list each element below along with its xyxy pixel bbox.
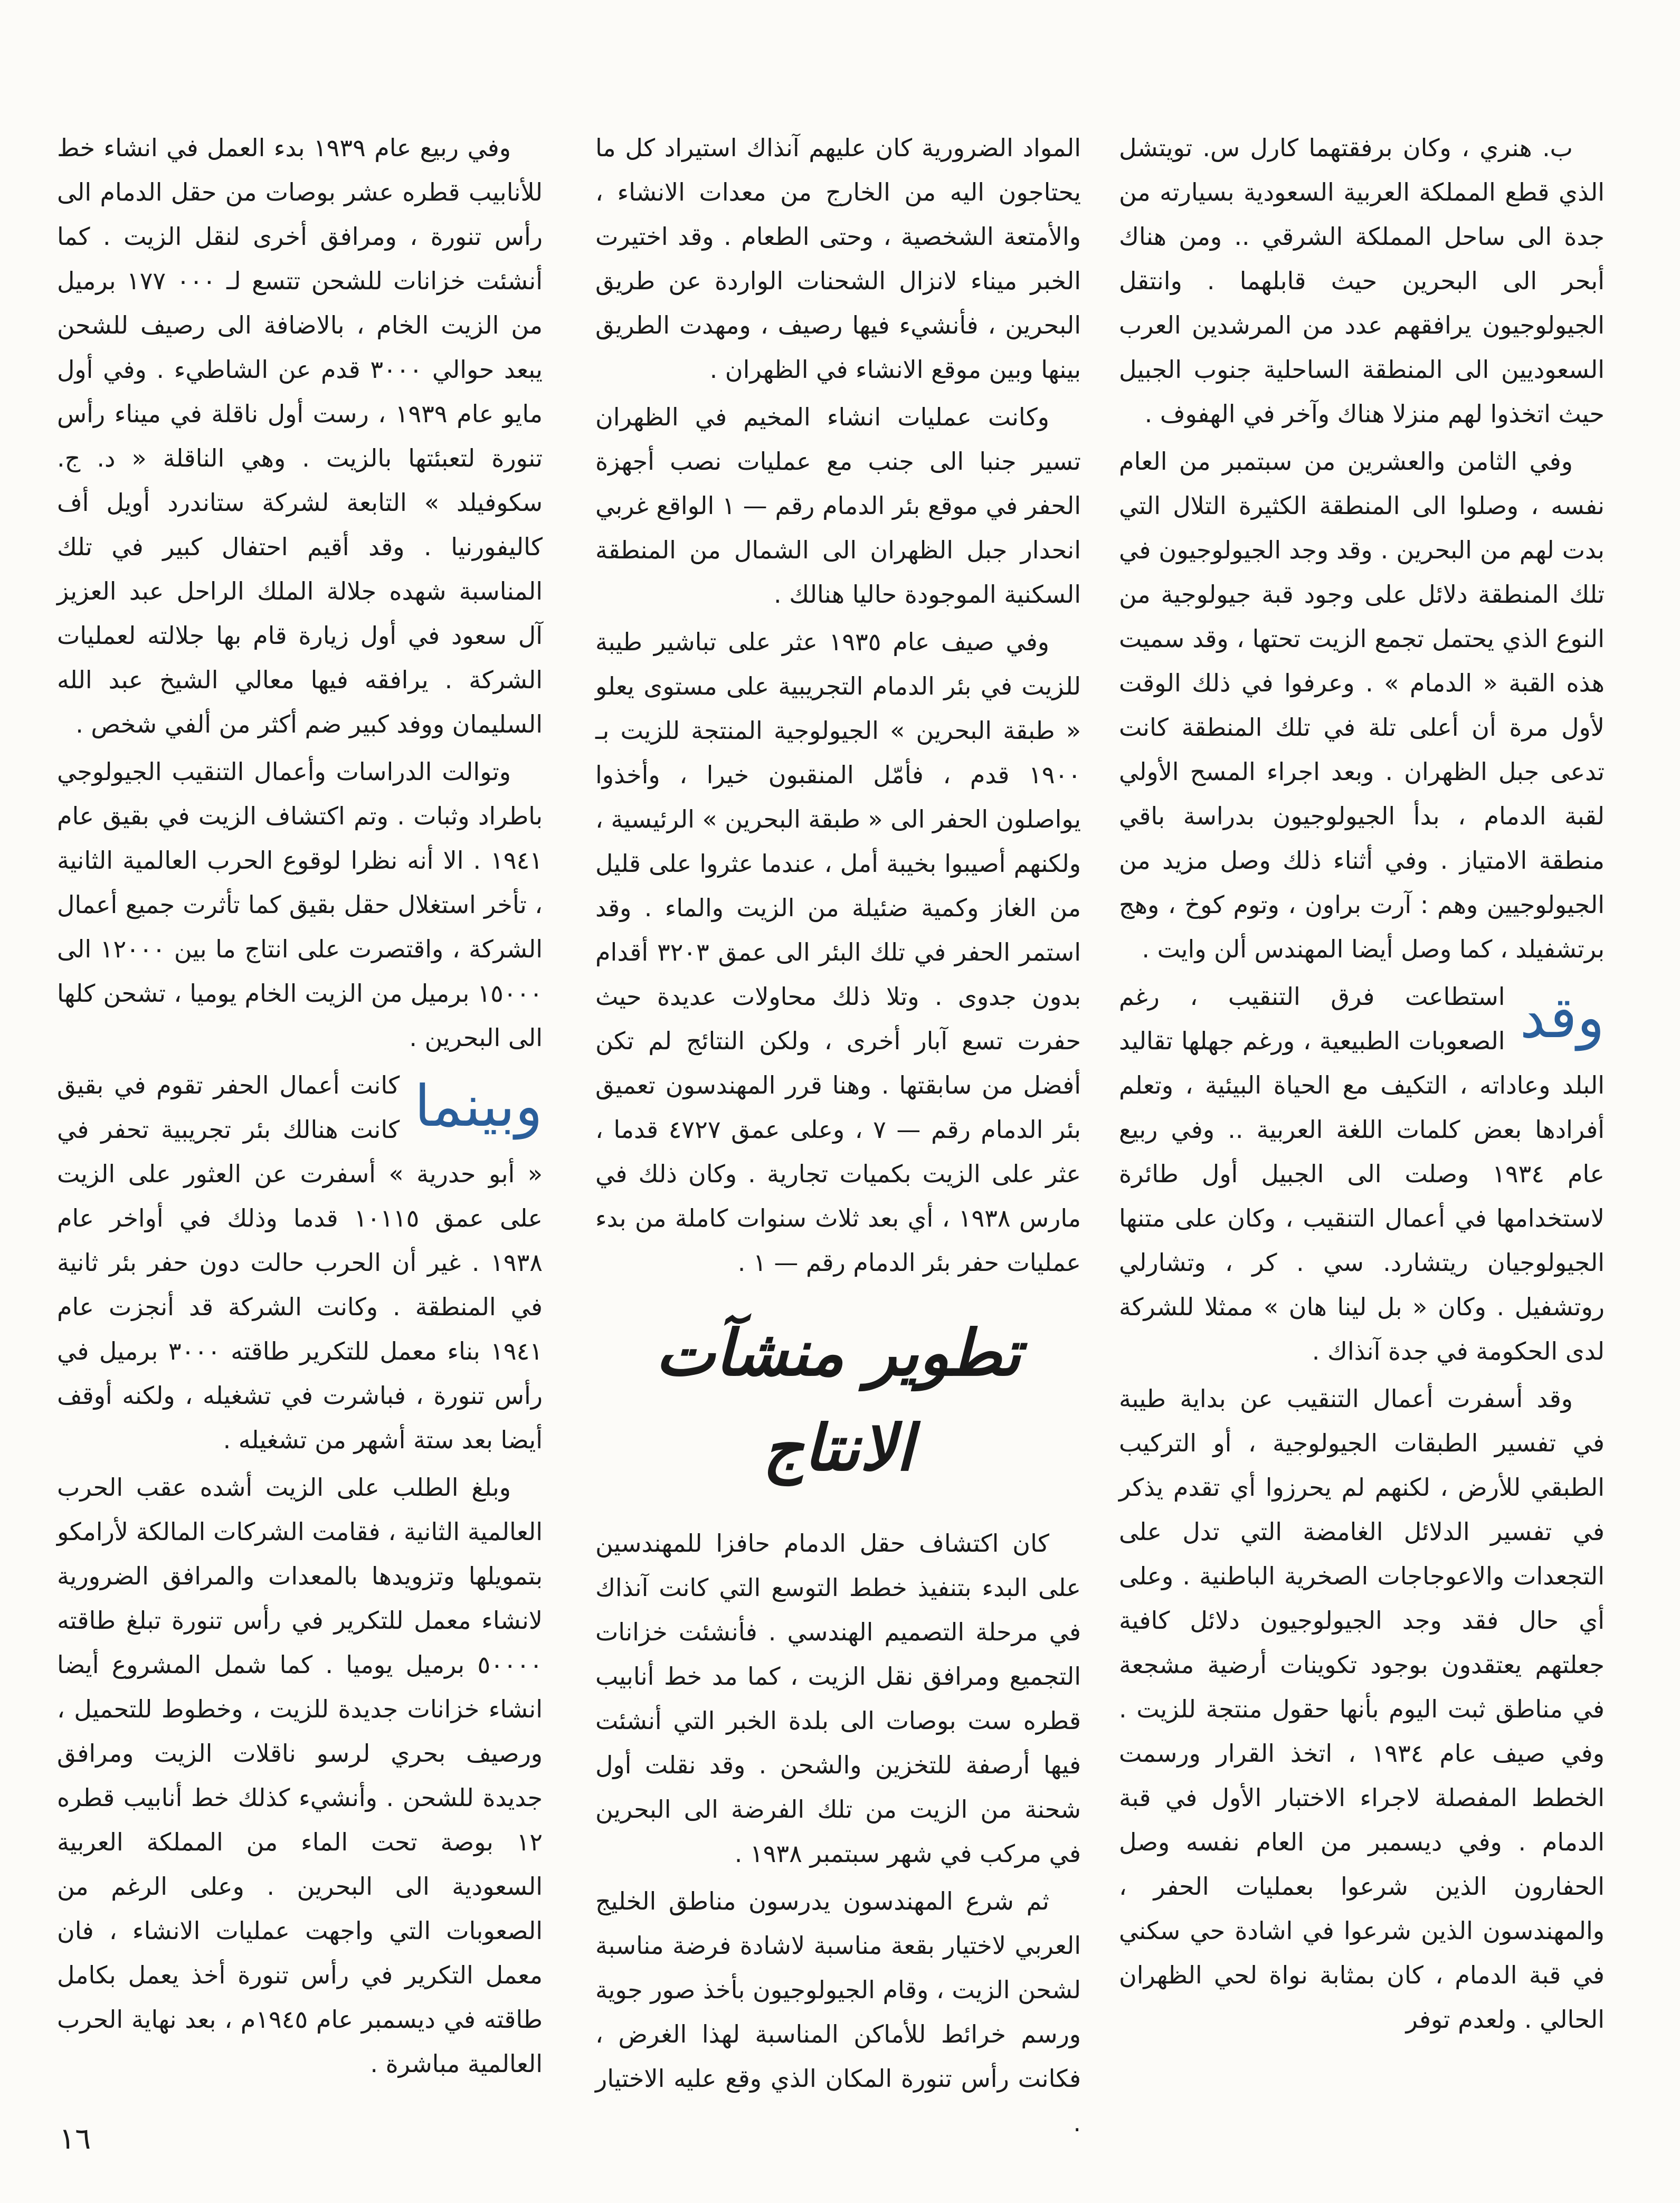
- paragraph: وفي الثامن والعشرين من سبتمبر من العام نفسه ، وصلوا الى المنطقة الكثيرة التلال التي بدت لهم من البحرين . وقد وجد الجيولوجيون في تلك المنطقة دلائل على وجود قبة جيولوجية من النوع الذي يحتمل تجمع الزيت تحتها ، وقد سميت هذه القبة « الدمام » . وعرفوا في ذلك الوقت لأول مرة أن أعلى تلة في تلك المنطقة كانت تدعى جبل الظهران . وبعد اجراء المسح الأولي لقبة الدمام ، بدأ الجيولوجيون بدراسة باقي منطقة الامتياز . وفي أثناء ذلك وصل مزيد من الجيولوجيين وهم : آرت براون ، وتوم كوخ ، وهج برتشفيلد ، كما وصل أيضا المهندس ألن وايت .: [1119, 447, 1605, 963]
- right-column: [1119, 126, 1605, 2041]
- middle-column: [595, 126, 1081, 2145]
- paragraph: وفي صيف عام ١٩٣٥ عثر على تباشير طيبة للزيت في بئر الدمام التجريبية على مستوى يعلو « طبقة البحرين » الجيولوجية المنتجة للزيت بـ ١٩٠٠ قدم ، فأمّل المنقبون خيرا ، وأخذوا يواصلون الحفر الى « طبقة البحرين » الرئيسية ، ولكنهم أصيبوا بخيبة أمل ، عندما عثروا على قليل من الغاز وكمية ضئيلة من الزيت والماء . وقد استمر الحفر في تلك البئر الى عمق ٣٢٠٣ أقدام بدون جدوى . وتلا ذلك محاولات عديدة حيث حفرت تسع آبار أخرى ، ولكن النتائج لم تكن أفضل من سابقتها . وهنا قرر المهندسون تعميق بئر الدمام رقم — ٧ ، وعلى عمق ٤٧٢٧ قدما ، عثر على الزيت بكميات تجارية . وكان ذلك في مارس ١٩٣٨ ، أي بعد ثلاث سنوات كاملة من بدء عمليات حفر بئر الدمام رقم — ١ .: [595, 628, 1081, 1277]
- left-column: [57, 126, 543, 2086]
- dropcap-paragraph: [1119, 974, 1605, 1373]
- paragraph: ب. هنري ، وكان برفقتهما كارل س. تويتشل الذي قطع المملكة العربية السعودية بسيارته من جدة الى ساحل المملكة الشرقي .. ومن هناك أبحر الى البحرين حيث قابلهما . وانتقل الجيولوجيون يرافقهم عدد من المرشدين العرب السعوديين الى المنطقة الساحلية جنوب الجبيل حيث اتخذوا لهم منزلا هناك وآخر في الهفوف .: [1119, 134, 1605, 428]
- dropcap-paragraph: [57, 1063, 543, 1462]
- paragraph: استطاعت فرق التنقيب ، رغم الصعوبات الطبيعية ، ورغم جهلها تقاليد البلد وعاداته ، التكيف مع الحياة البيئية ، وتعلم أفرادها بعض كلمات اللغة العربية .. وفي ربيع عام ١٩٣٤ وصلت الى الجبيل أول طائرة لاستخدامها في أعمال التنقيب ، وكان على متنها الجيولوجيان ريتشارد. سي . كر ، وتشارلي روتشفيل . وكان « بل لينا هان » ممثلا للشركة لدى الحكومة في جدة آنذاك .: [1119, 982, 1605, 1365]
- page-number: ١٦: [59, 2122, 91, 2156]
- paragraph: وتوالت الدراسات وأعمال التنقيب الجيولوجي باطراد وثبات . وتم اكتشاف الزيت في بقيق عام ١٩٤١ . الا أنه نظرا لوقوع الحرب العالمية الثانية ، تأخر استغلال حقل بقيق كما تأثرت جميع أعمال الشركة ، واقتصرت على انتاج ما بين ١٢٠٠٠ الى ١٥٠٠٠ برميل من الزيت الخام يوميا ، تشحن كلها الى البحرين .: [57, 757, 543, 1052]
- paragraph: وبلغ الطلب على الزيت أشده عقب الحرب العالمية الثانية ، فقامت الشركات المالكة لأرامكو بتمويلها وتزويدها بالمعدات والمرافق الضرورية لانشاء معمل للتكرير في رأس تنورة تبلغ طاقته ٥٠٠٠٠ برميل يوميا . كما شمل المشروع أيضا انشاء خزانات جديدة للزيت ، وخطوط للتحميل ، ورصيف بحري لرسو ناقلات الزيت ومرافق جديدة للشحن . وأنشيء كذلك خط أنابيب قطره ١٢ بوصة تحت الماء من المملكة العربية السعودية الى البحرين . وعلى الرغم من الصعوبات التي واجهت عمليات الانشاء ، فان معمل التكرير في رأس تنورة أخذ يعمل بكامل طاقته في ديسمبر عام ١٩٤٥م ، بعد نهاية الحرب العالمية مباشرة .: [57, 1473, 543, 2078]
- dropcap-word: وقد: [1520, 985, 1605, 1051]
- paragraph: وقد أسفرت أعمال التنقيب عن بداية طيبة في تفسير الطبقات الجيولوجية ، أو التركيب الطبقي للأرض ، لكنهم لم يحرزوا أي تقدم يذكر في تفسير الدلائل الغامضة التي تدل على التجعدات والاعوجاجات الصخرية الباطنية . وعلى أي حال فقد وجد الجيولوجيون دلائل كافية جعلتهم يعتقدون بوجود تكوينات أرضية مشجعة في مناطق ثبت اليوم بأنها حقول منتجة للزيت . وفي صيف عام ١٩٣٤ ، اتخذ القرار ورسمت الخطط المفصلة لاجراء الاختبار الأول في قبة الدمام . وفي ديسمبر من العام نفسه وصل الحفارون الذين شرعوا بعمليات الحفر ، والمهندسون الذين شرعوا في اشادة حي سكني في قبة الدمام ، كان بمثابة نواة لحي الظهران الحالي . ولعدم توفر: [1119, 1384, 1605, 2034]
- dropcap-word: وبينما: [414, 1074, 543, 1140]
- paragraph: ثم شرع المهندسون يدرسون مناطق الخليج العربي لاختيار بقعة مناسبة لاشادة فرضة مناسبة لشحن الزيت ، وقام الجيولوجيون بأخذ صور جوية ورسم خرائط للأماكن المناسبة لهذا الغرض ، فكانت رأس تنورة المكان الذي وقع عليه الاختيار .: [595, 1887, 1081, 2137]
- paragraph: وفي ربيع عام ١٩٣٩ بدء العمل في انشاء خط للأنابيب قطره عشر بوصات من حقل الدمام الى رأس تنورة ، ومرافق أخرى لنقل الزيت . كما أنشئت خزانات للشحن تتسع لـ ٠٠٠ ١٧٧ برميل من الزيت الخام ، بالاضافة الى رصيف للشحن يبعد حوالي ٣٠٠٠ قدم عن الشاطيء . وفي أول مايو عام ١٩٣٩ ، رست أول ناقلة في ميناء رأس تنورة لتعبئتها بالزيت . وهي الناقلة « د. ج. سكوفيلد » التابعة لشركة ستاندرد أويل أف كاليفورنيا . وقد أقيم احتفال كبير في تلك المناسبة شهده جلالة الملك الراحل عبد العزيز آل سعود في أول زيارة قام بها جلالته لعمليات الشركة . يرافقه فيها معالي الشيخ عبد الله السليمان ووفد كبير ضم أكثر من ألفي شخص .: [57, 134, 543, 738]
- paragraph: كانت أعمال الحفر تقوم في بقيق كانت هنالك بئر تجريبية تحفر في « أبو حدرية » أسفرت عن العثور على الزيت على عمق ١٠١١٥ قدما وذلك في أواخر عام ١٩٣٨ . غير أن الحرب حالت دون حفر بئر ثانية في المنطقة . وكانت الشركة قد أنجزت عام ١٩٤١ بناء معمل للتكرير طاقته ٣٠٠٠ برميل في رأس تنورة ، فباشرت في تشغيله ، ولكنه أوقف أيضا بعد ستة أشهر من تشغيله .: [57, 1071, 543, 1454]
- paragraph: وكانت عمليات انشاء المخيم في الظهران تسير جنبا الى جنب مع عمليات نصب أجهزة الحفر في موقع بئر الدمام رقم — ١ الواقع غربي انحدار جبل الظهران الى الشمال من المنطقة السكنية الموجودة حاليا هنالك .: [595, 403, 1081, 609]
- paragraph: المواد الضرورية كان عليهم آنذاك استيراد كل ما يحتاجون اليه من الخارج من معدات الانشاء ، والأمتعة الشخصية ، وحتى الطعام . وقد اختيرت الخبر ميناء لانزال الشحنات الواردة عن طريق البحرين ، فأنشيء فيها رصيف ، ومهدت الطريق بينها وبين موقع الانشاء في الظهران .: [595, 134, 1081, 384]
- paragraph: كان اكتشاف حقل الدمام حافزا للمهندسين على البدء بتنفيذ خطط التوسع التي كانت آنذاك في مرحلة التصميم الهندسي . فأنشئت خزانات التجميع ومرافق نقل الزيت ، كما مد خط أنابيب قطره ست بوصات الى بلدة الخبر التي أنشئت فيها أرصفة للتخزين والشحن . وقد نقلت أول شحنة من الزيت من تلك الفرضة الى البحرين في مركب في شهر سبتمبر ١٩٣٨ .: [595, 1529, 1081, 1868]
- section-heading: تطوير منشآت الانتاج: [655, 1316, 1021, 1485]
